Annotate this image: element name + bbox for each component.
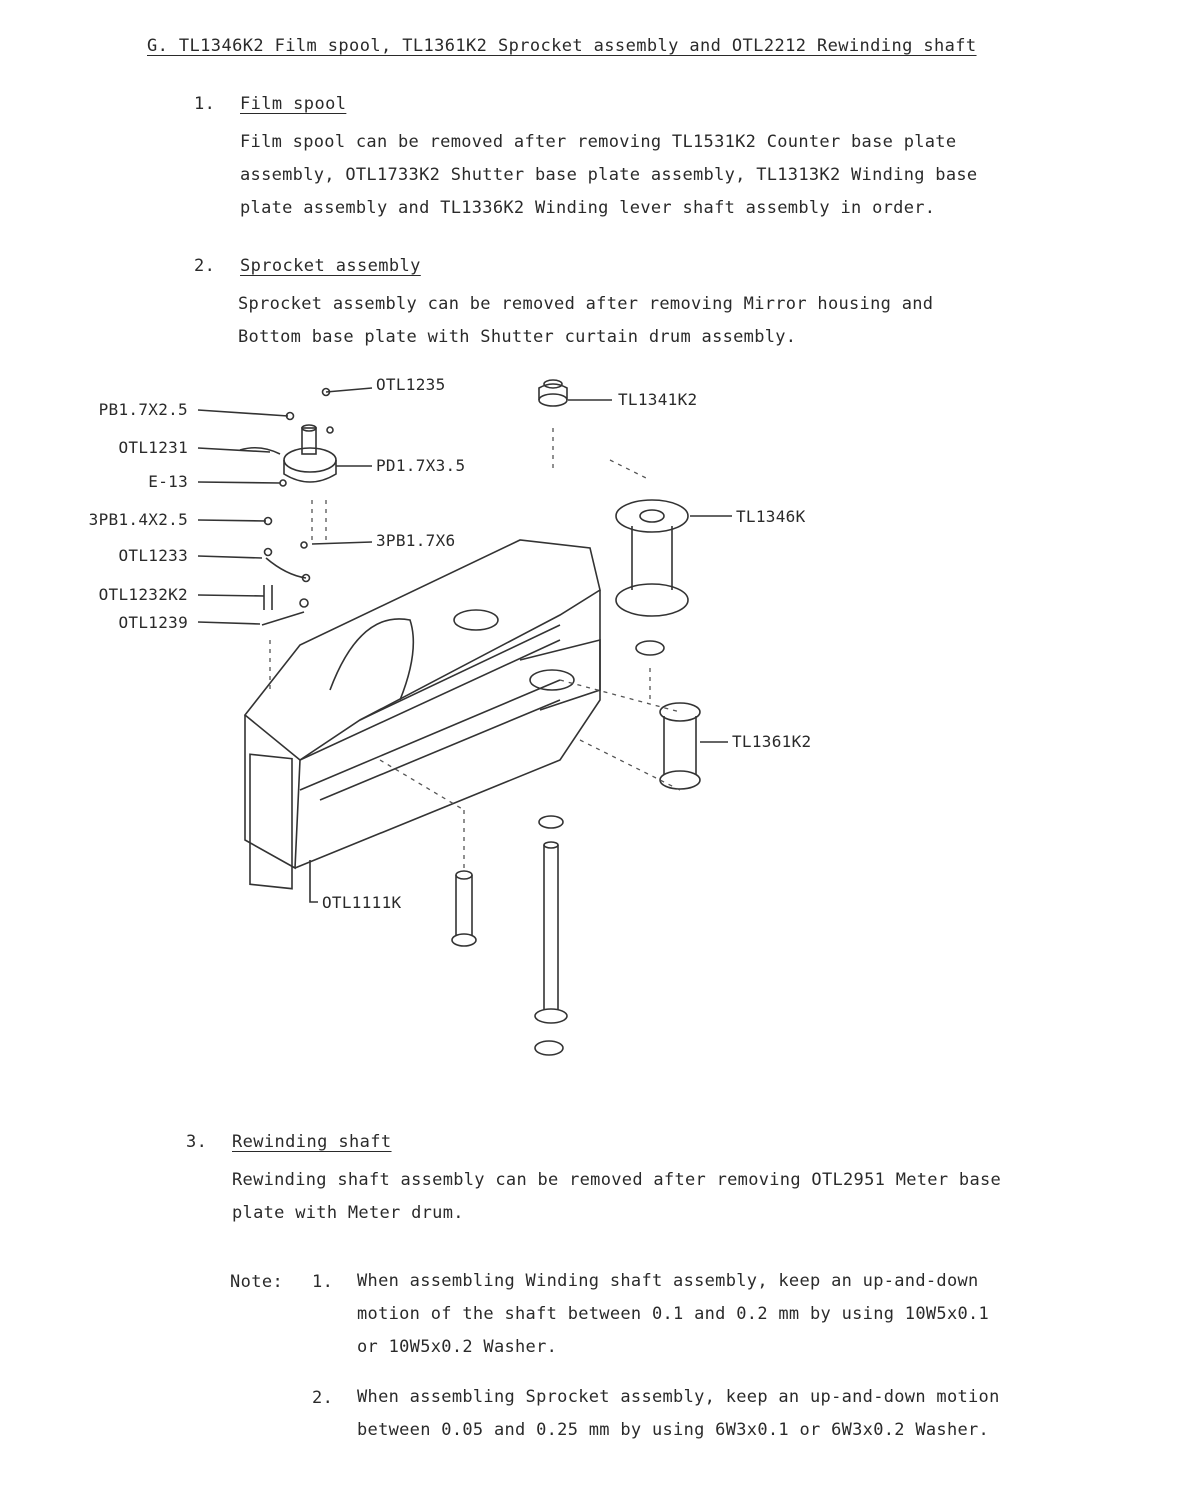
note-line: When assembling Winding shaft assembly, keep an up-and-down bbox=[357, 1271, 979, 1291]
section-heading: G. TL1346K2 Film spool, TL1361K2 Sprocket assembly and OTL2212 Rewinding shaft bbox=[147, 36, 977, 56]
label-3pb14x25: 3PB1.4X2.5 bbox=[88, 510, 188, 529]
note-item-number: 1. bbox=[312, 1272, 334, 1292]
sub2-number: 2. bbox=[194, 256, 216, 276]
sub1-line: Film spool can be removed after removing TL1531K2 Counter base plate bbox=[240, 132, 957, 152]
sub1-number: 1. bbox=[194, 94, 216, 114]
note-item-2-body bbox=[357, 1381, 1000, 1447]
sub1-title: Film spool bbox=[240, 94, 347, 114]
sub3-number: 3. bbox=[186, 1132, 208, 1152]
note-label: Note: bbox=[230, 1272, 284, 1292]
label-otl1233: OTL1233 bbox=[118, 546, 188, 565]
label-tl1341k2: TL1341K2 bbox=[618, 390, 698, 409]
label-pb17x25: PB1.7X2.5 bbox=[98, 400, 188, 419]
note-item-number: 2. bbox=[312, 1388, 334, 1408]
note-line: or 10W5x0.2 Washer. bbox=[357, 1337, 558, 1357]
note-line: When assembling Sprocket assembly, keep an up-and-down motion bbox=[357, 1387, 1000, 1407]
sub3-title: Rewinding shaft bbox=[232, 1132, 392, 1152]
label-3pb17x6: 3PB1.7X6 bbox=[376, 531, 456, 550]
sub1-line: plate assembly and TL1336K2 Winding lever shaft assembly in order. bbox=[240, 198, 936, 218]
label-otl1239: OTL1239 bbox=[118, 613, 188, 632]
note-item-1-body bbox=[357, 1265, 989, 1364]
sub2-line: Sprocket assembly can be removed after removing Mirror housing and bbox=[238, 294, 934, 314]
note-line: motion of the shaft between 0.1 and 0.2 mm by using 10W5x0.1 bbox=[357, 1304, 990, 1324]
label-tl1361k2: TL1361K2 bbox=[732, 732, 812, 751]
label-pd17x35: PD1.7X3.5 bbox=[376, 456, 466, 475]
label-otl1232k2: OTL1232K2 bbox=[98, 585, 188, 604]
sub3-body bbox=[232, 1164, 1001, 1230]
sub3-line: Rewinding shaft assembly can be removed after removing OTL2951 Meter base bbox=[232, 1170, 1002, 1190]
sub1-line: assembly, OTL1733K2 Shutter base plate assembly, TL1313K2 Winding base bbox=[240, 165, 978, 185]
sub3-line: plate with Meter drum. bbox=[232, 1203, 464, 1223]
label-otl1235: OTL1235 bbox=[376, 375, 446, 394]
label-otl1231: OTL1231 bbox=[118, 438, 188, 457]
label-otl1111k: OTL1111K bbox=[322, 893, 402, 912]
label-e13: E-13 bbox=[148, 472, 188, 491]
label-tl1346k: TL1346K bbox=[736, 507, 806, 526]
note-line: between 0.05 and 0.25 mm by using 6W3x0.1 or 6W3x0.2 Washer. bbox=[357, 1420, 990, 1440]
sub2-line: Bottom base plate with Shutter curtain drum assembly. bbox=[238, 327, 797, 347]
sub2-title: Sprocket assembly bbox=[240, 256, 421, 276]
